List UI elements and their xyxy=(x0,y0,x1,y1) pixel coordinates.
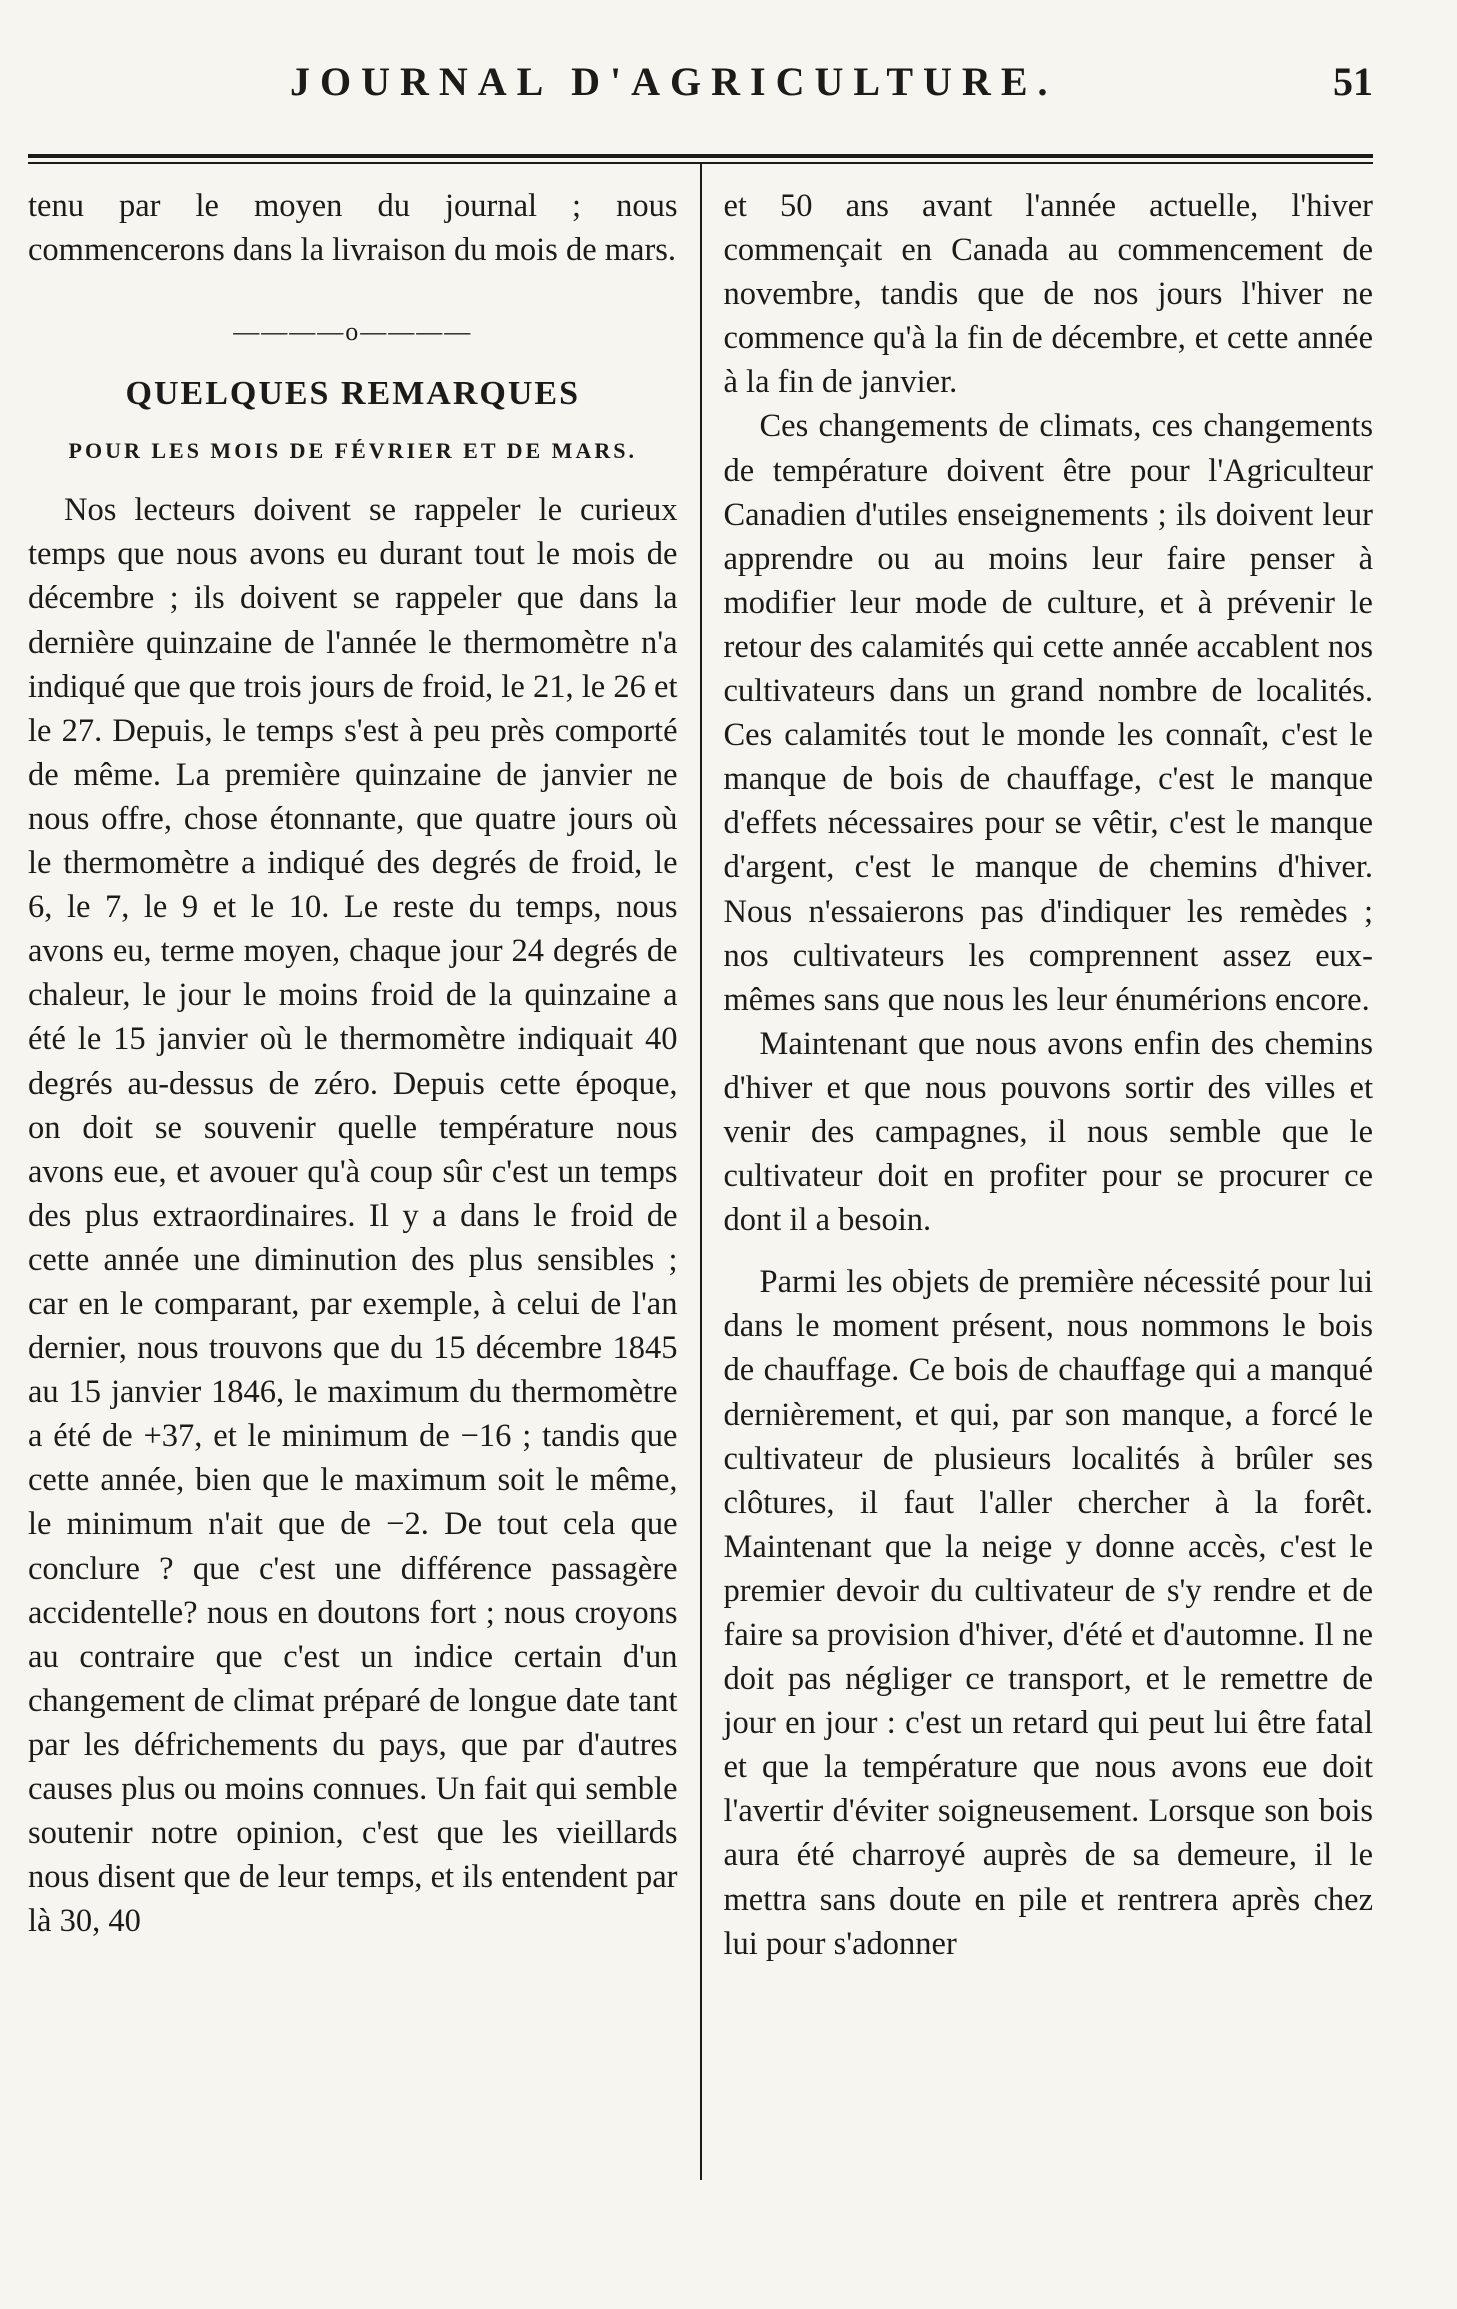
article-paragraph: Ces changements de climats, ces changements de température doivent être pour l'Agriculteur Canadien d'utiles enseignements ; ils doivent leur apprendre ou au moins leur faire penser à modifier leur mode de culture, et à prévenir le retour des calamités qui cette année accablent nos cultivateurs dans un grand nombre de localités. Ces calamités tout le monde les connaît, c'est le manque de bois de chauffage, c'est le manque d'effets nécessaires pour se vêtir, c'est le manque d'argent, c'est le manque de chemins d'hiver. Nous n'essaierons pas d'indiquer les remèdes ; nos cultivateurs les comprennent assez eux-mêmes sans que nous les leur énumérions encore. xyxy=(723,408,1373,1018)
page-number: 51 xyxy=(1333,59,1373,104)
running-title: JOURNAL D'AGRICULTURE. xyxy=(290,59,1058,104)
journal-page xyxy=(28,58,1373,2180)
article-paragraph: Nos lecteurs doivent se rappeler le curieux temps que nous avons eu durant tout le mois de décembre ; ils doivent se rappeler que dans la dernière quinzaine de l'année le thermomètre n'a indiqué que que trois jours de froid, le 21, le 26 et le 27. Depuis, le temps s'est à peu près comporté de même. La première quinzaine de janvier ne nous offre, chose étonnante, que quatre jours où le thermomètre a indiqué des degrés de froid, le 6, le 7, le 9 et le 10. Le reste du temps, nous avons eu, terme moyen, chaque jour 24 degrés de chaleur, le jour le moins froid de la quinzaine a été le 15 janvier où le thermomètre indiquait 40 degrés au-dessus de zéro. Depuis cette époque, on doit se souvenir quelle température nous avons eue, et avouer qu'à coup sûr c'est un temps des plus extraordinaires. Il y a dans le froid de cette année une diminution des plus sensibles ; car en le comparant, par exemple, à celui de l'an dernier, nous trouvons que du 15 décembre 1845 au 15 janvier 1846, le maximum du thermomètre a été de +37, et le minimum de −16 ; tandis que cette année, bien que le maximum soit le même, le minimum n'ait que de −2. De tout cela que conclure ? que c'est une différence passagère accidentelle? nous en doutons fort ; nous croyons au contraire que c'est un indice certain d'un changement de climat préparé de longue date tant par les défrichements du pays, que par d'autres causes plus ou moins connues. Un fait qui semble soutenir notre opinion, c'est que les vieillards nous disent que de leur temps, et ils entendent par là 30, 40 xyxy=(28,492,678,1940)
left-column xyxy=(28,184,700,2180)
section-separator: ————o———— xyxy=(233,317,473,347)
continuation-paragraph: tenu par le moyen du journal ; nous commencerons dans la livraison du mois de mars. xyxy=(28,188,678,269)
running-head xyxy=(28,58,1373,114)
article-paragraph: et 50 ans avant l'année actuelle, l'hiver commençait en Canada au commencement de novembre, tandis que de nos jours l'hiver ne commence qu'à la fin de décembre, et cette année à la fin de janvier. xyxy=(723,188,1373,401)
section-title: QUELQUES REMARQUES xyxy=(125,375,580,413)
article-paragraph: Parmi les objets de première nécessité pour lui dans le moment présent, nous nommons le bois de chauffage. Ce bois de chauffage qui a manqué dernièrement, et qui, par son manque, a forcé le cultivateur de plusieurs localités à brûler ses clôtures, il faut l'aller chercher à la forêt. Maintenant que la neige y donne accès, c'est le premier devoir du cultivateur de s'y rendre et de faire sa provision d'hiver, d'été et d'automne. Il ne doit pas négliger ce transport, et le remettre de jour en jour : c'est un retard qui peut lui être fatal et que la température que nous avons eue doit l'avertir d'éviter soigneusement. Lorsque son bois aura été charroyé auprès de sa demeure, il le mettra sans doute en pile et rentrera après chez lui pour s'adonner xyxy=(723,1264,1373,1962)
text-columns xyxy=(28,184,1373,2180)
header-rule xyxy=(28,154,1373,158)
right-column xyxy=(702,184,1374,2180)
section-subtitle: POUR LES MOIS DE FÉVRIER ET DE MARS. xyxy=(68,438,637,464)
article-paragraph: Maintenant que nous avons enfin des chemins d'hiver et que nous pouvons sortir des villes et venir des campagnes, il nous semble que le cultivateur doit en profiter pour se procurer ce dont il a besoin. xyxy=(723,1025,1373,1239)
